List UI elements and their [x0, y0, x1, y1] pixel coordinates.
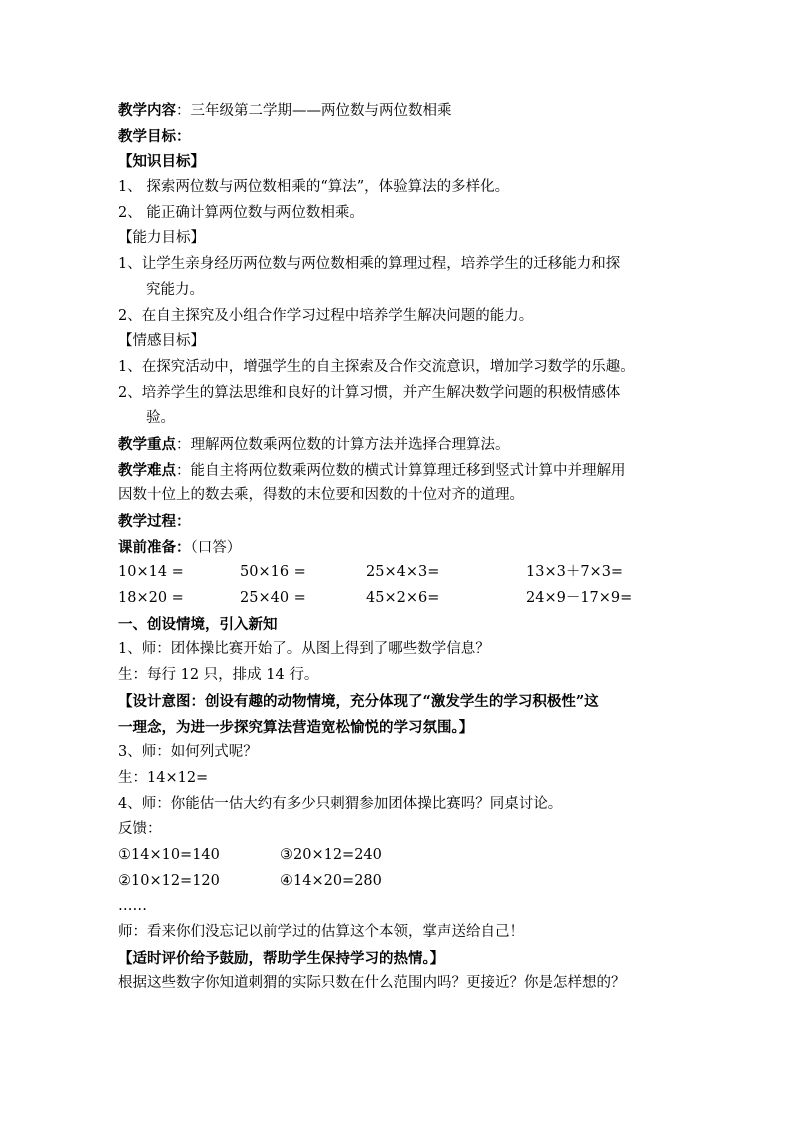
preparation-line	[118, 535, 684, 561]
key-point-label: 教学重点	[118, 435, 176, 453]
difficulty-label: 教学难点	[118, 461, 176, 479]
section-1-heading: 一、创设情境，引入新知	[118, 615, 278, 633]
ability-goal-1: 1、让学生亲身经历两位数与两位数相乘的算理过程，培养学生的迁移能力和探	[118, 256, 621, 273]
knowledge-goals-heading: 【知识目标】	[118, 153, 205, 171]
feedback-label: 反馈：	[118, 821, 162, 838]
teaching-goals-heading: 教学目标：	[118, 127, 191, 145]
feedback-row	[118, 843, 684, 869]
prep-exercise: 18×20 =	[118, 590, 184, 607]
knowledge-goal-2: 2、 能正确计算两位数与两位数相乘。	[118, 204, 364, 221]
prep-exercise: 24×9－17×9=	[526, 590, 633, 607]
teacher-praise-line: 师：看来你们没忘记以前学过的估算这个本领，掌声送给自己！	[118, 924, 524, 940]
design-intent-line: 【设计意图：创设有趣的动物情境，充分体现了“激发学生的学习积极性”这	[118, 692, 599, 710]
teaching-content-label: 教学内容	[118, 102, 176, 119]
student-line-1: 生：每行 12 只，排成 14 行。	[118, 667, 319, 684]
prep-exercise: 25×40 =	[240, 590, 306, 607]
emotion-goal-2: 2、培养学生的算法思维和良好的计算习惯，并产生解决数学问题的积极情感体	[118, 384, 621, 401]
prep-exercise: 45×2×6=	[366, 590, 440, 607]
student-line-3: 生：14×12=	[118, 769, 209, 786]
question-line: 根据这些数字你知道刺猬的实际只数在什么范围内吗？更接近？你是怎样想的？	[118, 975, 626, 992]
evaluation-note: 【适时评价给予鼓励，帮助学生保持学习的热情。】	[118, 949, 445, 967]
teacher-line-4: 4、师：你能估一估大约有多少只刺猬参加团体操比赛吗？同桌讨论。	[118, 795, 563, 812]
teacher-line-1: 1、师：团体操比赛开始了。从图上得到了哪些数学信息？	[118, 641, 490, 658]
ellipsis: ……	[118, 898, 147, 915]
prep-exercise-row	[118, 560, 684, 586]
preparation-text: （口答）	[190, 539, 242, 556]
feedback-item: ④14×20=280	[280, 872, 382, 889]
teaching-content-text: ：三年级第二学期——两位数与两位数相乘	[176, 103, 452, 119]
key-point-text: ：理解两位数乘两位数的计算方法并选择合理算法。	[176, 436, 510, 453]
prep-exercise: 50×16 =	[240, 564, 306, 581]
design-intent-line-cont: 一理念，为进一步探究算法营造宽松愉悦的学习氛围。】	[118, 718, 474, 736]
ability-goal-2: 2、在自主探究及小组合作学习过程中培养学生解决问题的能力。	[118, 307, 534, 324]
difficulty-line-cont: 因数十位上的数去乘，得数的末位要和因数的十位对齐的道理。	[118, 487, 524, 504]
prep-exercise-row	[118, 586, 684, 612]
emotion-goals-heading: 【情感目标】	[118, 333, 205, 350]
feedback-row	[118, 869, 684, 895]
difficulty-line	[118, 458, 684, 484]
feedback-item: ③20×12=240	[280, 846, 382, 863]
ability-goal-1-cont: 究能力。	[146, 281, 204, 298]
knowledge-goal-1: 1、 探索两位数与两位数相乘的“算法”，体验算法的多样化。	[118, 179, 510, 196]
emotion-goal-2-cont: 验。	[146, 410, 175, 427]
document-body	[118, 98, 684, 997]
teacher-line-3: 3、师：如何列式呢？	[118, 744, 258, 761]
key-point-line	[118, 432, 684, 458]
feedback-item: ②10×12=120	[118, 872, 220, 889]
difficulty-text: ：能自主将两位数乘两位数的横式计算算理迁移到竖式计算中并理解用	[176, 462, 626, 479]
preparation-label: 课前准备：	[118, 538, 191, 556]
prep-exercise: 25×4×3=	[366, 564, 440, 581]
emotion-goal-1: 1、在探究活动中，增强学生的自主探索及合作交流意识，增加学习数学的乐趣。	[118, 358, 635, 375]
teaching-content-line	[118, 98, 684, 124]
teaching-process-heading: 教学过程：	[118, 513, 191, 530]
prep-exercise: 13×3＋7×3=	[526, 564, 624, 581]
feedback-item: ①14×10=140	[118, 846, 220, 863]
prep-exercise: 10×14 =	[118, 564, 184, 581]
ability-goals-heading: 【能力目标】	[118, 230, 205, 247]
